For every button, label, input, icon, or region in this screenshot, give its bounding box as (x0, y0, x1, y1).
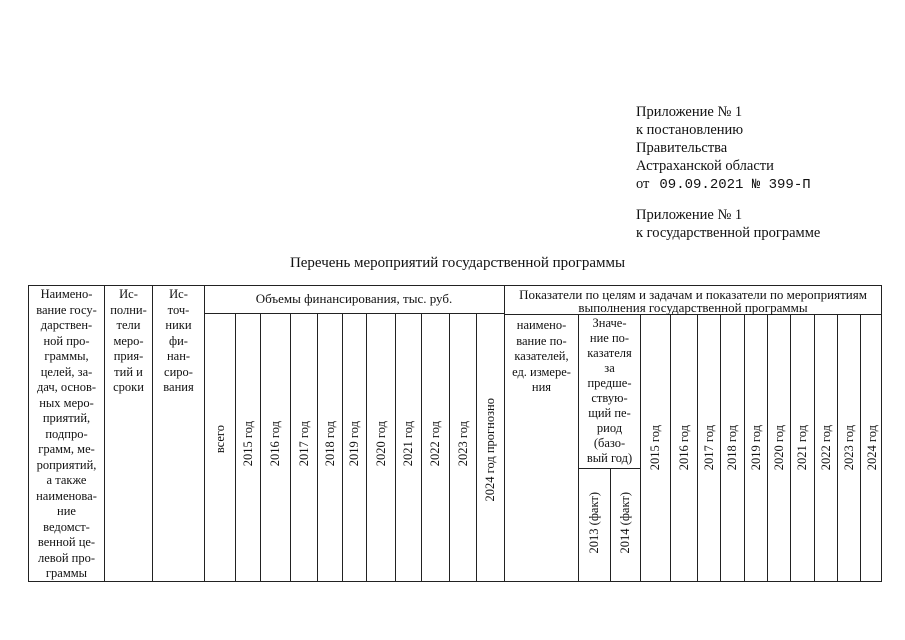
col-name-line: ных меро- (39, 395, 94, 410)
col-name-line: Наимено- (40, 287, 93, 301)
base-period-line: (базо- (593, 436, 626, 450)
indicator-col-year: 2015 год (648, 425, 662, 471)
col-name-line: граммы (45, 566, 88, 580)
base-year-2013: 2013 (факт) (587, 492, 601, 554)
col-name-line: дач, основ- (36, 380, 97, 394)
funding-col-year: 2017 год (297, 421, 311, 467)
base-period-line: казателя (587, 346, 632, 360)
col-name-line: граммы, (44, 349, 89, 363)
col-executors-line: тели (116, 318, 141, 332)
col-executors-header (105, 287, 152, 396)
col-name-line: ние (57, 504, 76, 518)
appendix2-line: Приложение № 1 (636, 207, 743, 223)
indicator-name-line: ед. измере- (512, 364, 571, 379)
base-period-line: за (604, 361, 615, 375)
indicator-col-year: 2020 год (772, 425, 786, 471)
base-period-line: вый год) (586, 451, 633, 465)
col-name-line: дарствен- (40, 318, 93, 332)
indicators-header-line: Показатели по целям и задачам и показатели по мероприятиям (519, 287, 867, 302)
col-name-line: венной це- (37, 535, 96, 549)
indicator-name-line: казателей, (514, 349, 569, 363)
col-name-line: грамм, ме- (38, 442, 95, 456)
funding-col-year: 2016 год (268, 421, 282, 467)
indicator-col-year: 2018 год (725, 425, 739, 471)
base-period-line: щий пе- (588, 406, 631, 420)
indicators-header-line: выполнения государственной программы (578, 300, 808, 315)
funding-col-year: 2015 год (241, 421, 255, 467)
appendix1-line: к постановлению (636, 122, 744, 138)
indicator-name-line: ния (531, 380, 552, 394)
indicator-col-year: 2023 год (842, 425, 856, 471)
col-executors-line: полни- (110, 302, 147, 317)
appendix2-line: к государственной программе (636, 225, 821, 241)
col-sources-line: нан- (166, 349, 191, 363)
indicator-col-year: 2022 год (819, 425, 833, 471)
col-executors-line: Ис- (119, 287, 138, 301)
funding-col-year: 2018 год (323, 421, 337, 467)
funding-col-year: 2022 год (428, 421, 442, 467)
col-name-line: вание госу- (36, 302, 97, 317)
col-name-line: ной про- (43, 333, 90, 348)
col-name-line: наименова- (36, 488, 97, 503)
col-name-line: а также (46, 473, 87, 487)
base-period-line: риод (596, 421, 623, 435)
col-name-line: подпро- (45, 426, 88, 441)
col-sources-header (153, 287, 204, 396)
date-prefix: от (636, 176, 650, 192)
col-name-line: роприятий, (36, 457, 97, 472)
indicator-name-line: вание по- (516, 333, 567, 348)
decree-date-number: 09.09.2021 № 399-П (659, 177, 811, 193)
appendix1-line: Правительства (636, 140, 728, 156)
col-sources-line: ники (165, 318, 192, 332)
base-period-header (579, 316, 640, 466)
funding-col-total: всего (213, 425, 227, 454)
col-sources-line: сиро- (164, 364, 193, 379)
base-period-line: Значе- (592, 316, 627, 330)
funding-col-year: 2020 год (374, 421, 388, 467)
col-executors-line: прия- (113, 349, 144, 363)
indicators-header (505, 288, 881, 314)
funding-col-year: 2023 год (456, 421, 470, 467)
col-name-line: левой про- (37, 550, 96, 565)
appendix1-line: Астраханской области (636, 158, 774, 174)
appendix1-line: Приложение № 1 (636, 104, 743, 120)
indicator-col-year: 2021 год (795, 425, 809, 471)
funding-header: Объемы финансирования, тыс. руб. (255, 291, 453, 306)
indicator-name-header (505, 318, 578, 396)
indicator-col-year: 2019 год (749, 425, 763, 471)
indicator-col-year: 2016 год (677, 425, 691, 471)
col-sources-line: Ис- (169, 287, 188, 301)
funding-col-year: 2021 год (401, 421, 415, 467)
col-executors-line: тий и (114, 364, 143, 379)
funding-col-forecast: 2024 год прогнозно (483, 398, 497, 502)
base-period-line: предше- (587, 376, 632, 390)
page-title: Перечень мероприятий государственной программы (289, 255, 626, 271)
indicator-name-line: наимено- (516, 318, 567, 332)
col-sources-line: фи- (169, 333, 188, 348)
indicator-col-year: 2024 год (865, 425, 879, 471)
col-name-line: ведомст- (43, 519, 90, 534)
indicator-col-year: 2017 год (702, 425, 716, 471)
base-period-line: ствую- (591, 391, 628, 405)
col-sources-line: вания (163, 380, 194, 394)
funding-col-year: 2019 год (347, 421, 361, 467)
base-year-2014: 2014 (факт) (618, 492, 632, 554)
col-name-header (29, 287, 104, 582)
col-name-line: целей, за- (40, 364, 93, 379)
col-executors-line: меро- (113, 333, 144, 348)
col-name-line: приятий, (42, 411, 91, 425)
col-executors-line: сроки (113, 380, 144, 394)
col-sources-line: точ- (167, 302, 190, 317)
base-period-line: ние по- (589, 331, 630, 345)
